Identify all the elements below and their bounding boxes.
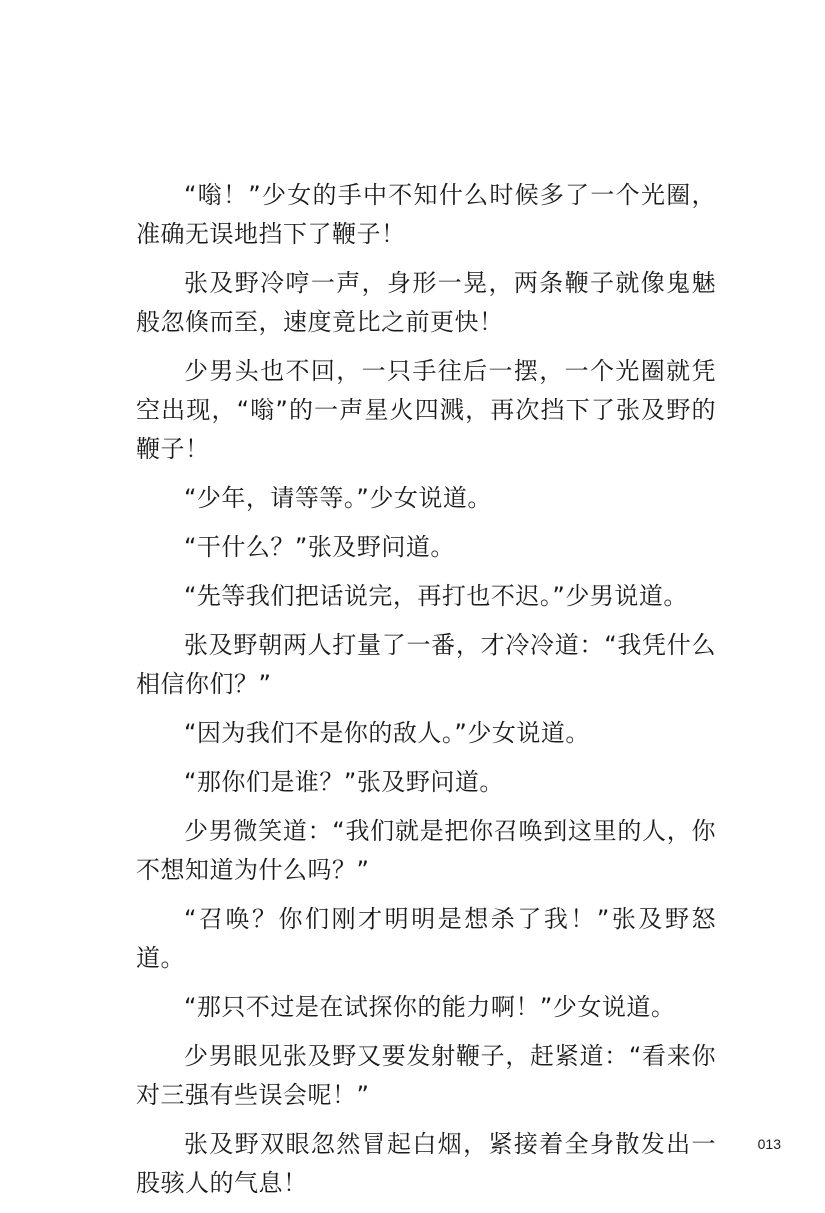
paragraph-6: “先等我们把话说完，再打也不迟。”少男说道。 xyxy=(184,582,688,610)
paragraph-11: “召唤？你们刚才明明是想杀了我！”张及野怒道。 xyxy=(136,905,716,972)
paragraph-13: 少男眼见张及野又要发射鞭子，赶紧道：“看来你对三强有些误会呢！” xyxy=(136,1042,716,1109)
paragraph-9: “那你们是谁？”张及野问道。 xyxy=(184,768,504,796)
paragraph-12: “那只不过是在试探你的能力啊！”少女说道。 xyxy=(184,993,676,1021)
paragraph-5: “干什么？”张及野问道。 xyxy=(184,533,455,561)
body-text xyxy=(136,176,716,1213)
paragraph-1: “嗡！”少女的手中不知什么时候多了一个光圈，准确无误地挡下了鞭子！ xyxy=(136,181,716,248)
paragraph-8: “因为我们不是你的敌人。”少女说道。 xyxy=(184,719,590,747)
page-number: 013 xyxy=(757,1136,781,1152)
paragraph-2: 张及野冷哼一声，身形一晃，两条鞭子就像鬼魅般忽倏而至，速度竟比之前更快！ xyxy=(136,269,716,336)
paragraph-7: 张及野朝两人打量了一番，才冷冷道：“我凭什么相信你们？” xyxy=(136,631,716,698)
paragraph-3: 少男头也不回，一只手往后一摆，一个光圈就凭空出现，“嗡”的一声星火四溅，再次挡下了张及野的鞭子！ xyxy=(136,357,716,463)
paragraph-4: “少年，请等等。”少女说道。 xyxy=(184,484,492,512)
paragraph-14: 张及野双眼忽然冒起白烟，紧接着全身散发出一股骇人的气息！ xyxy=(136,1130,716,1197)
paragraph-10: 少男微笑道：“我们就是把你召唤到这里的人，你不想知道为什么吗？” xyxy=(136,817,716,884)
